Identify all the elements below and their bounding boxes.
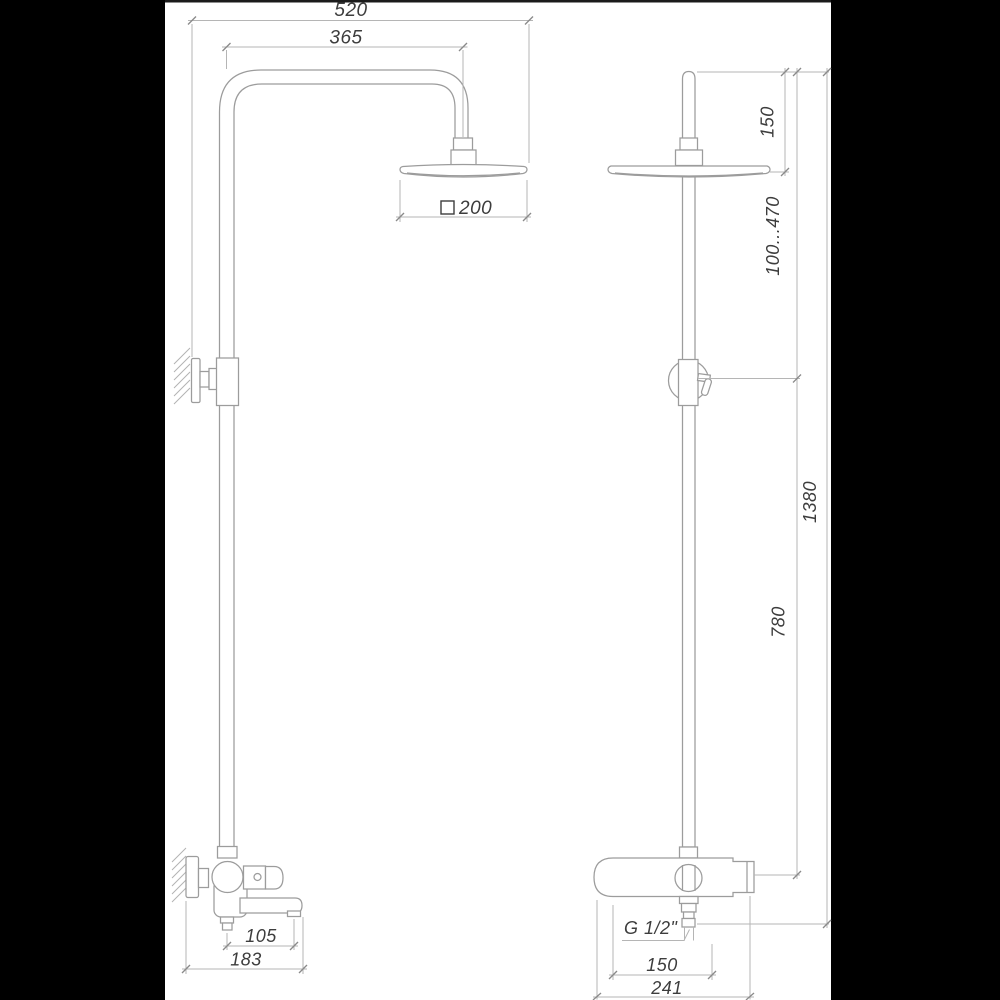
dimension-overall-width [188,0,533,357]
bracket-collar [209,369,217,390]
dim-label-183: 183 [230,949,262,970]
dimension-mixer-depth-inner [609,905,716,980]
front-riser-and-arm [220,70,469,850]
dim-label-thread: G 1/2" [624,918,678,938]
front-head-mount [451,150,476,166]
side-riser-pipe [683,72,696,848]
dim-label-520: 520 [334,0,368,21]
side-outlet-stage-4 [682,919,695,928]
side-mixer-top-connector [680,847,698,858]
side-head-nut [680,138,698,150]
wall-hatch-lower [172,848,186,902]
bracket-slider-block [217,358,239,406]
side-view [594,72,770,928]
mixer-outlet-thread-2 [223,923,233,930]
mixer-wall-flange [186,857,199,898]
dim-label-150-top: 150 [757,106,778,138]
side-outlet-stage-1 [680,897,699,904]
dimension-head-drop [758,68,790,176]
wall-hatch-upper [174,348,190,404]
front-head-nut [454,138,473,150]
slider-block [679,360,699,406]
side-mixer [594,847,754,927]
front-mixer [172,847,302,931]
right-matte [831,0,1000,1000]
dim-label-200: 200 [459,198,493,219]
mixer-outlet-thread-1 [221,917,234,923]
mixer-valve-body [212,862,243,893]
dim-label-1380: 1380 [800,480,820,524]
mixer-spout-outlet [288,911,301,917]
mixer-top-connector [218,847,238,859]
top-edge-strip [165,0,831,3]
bracket-flange [192,359,201,403]
mixer-handle-cap [266,867,284,890]
side-slider [669,360,713,406]
dimension-spout-reach [223,919,298,950]
mixer-wall-stem [199,869,209,888]
dim-label-105: 105 [245,926,277,946]
dim-label-365: 365 [329,27,363,49]
side-shower-head-disc [608,166,770,177]
side-outlet-stage-3 [684,912,695,919]
dimension-overall-height [800,68,831,928]
side-head-mount [676,150,703,166]
bracket-stem [200,372,209,388]
side-mixer-body [594,858,754,897]
side-outlet-stage-2 [682,904,697,913]
left-matte [0,0,165,1000]
dimension-mixer-depth-overall [593,896,754,1000]
dimension-adjust-range [763,68,801,879]
side-mixer-valve [675,865,702,892]
dim-label-150-bottom: 150 [646,955,678,975]
dimension-head-size [396,180,531,222]
dim-label-780: 780 [768,606,789,638]
dim-label-241: 241 [651,978,683,998]
dim-label-adjust-range: 100...470 [763,196,783,276]
square-symbol-icon [441,201,454,214]
